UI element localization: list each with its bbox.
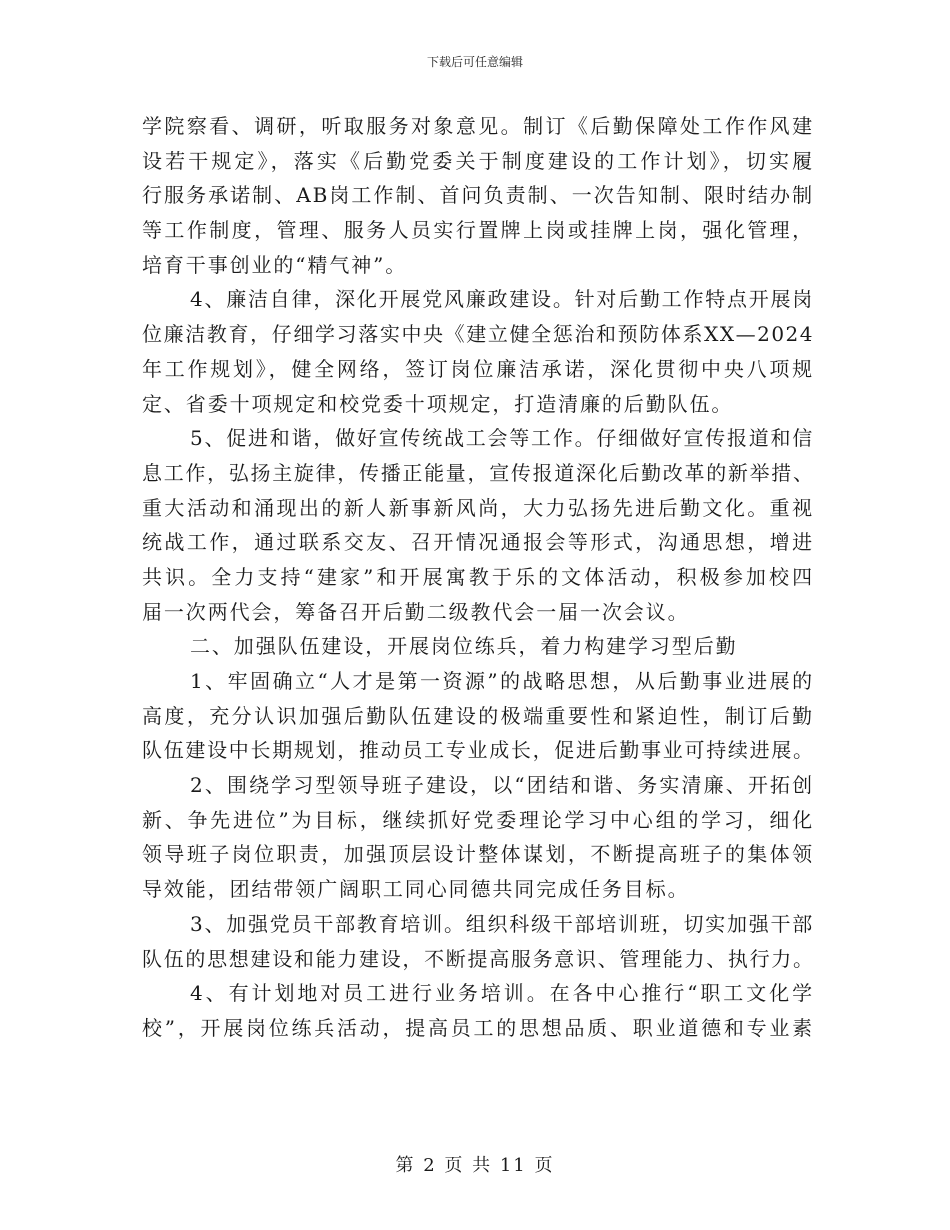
text-line: 新、争先进位”为目标，继续抓好党委理论学习中心组的学习，细化 [142,807,814,832]
text-line: 队伍的思想建设和能力建设，不断提高服务意识、管理能力、执行力。 [142,946,815,971]
text-line: 校”，开展岗位练兵活动，提高员工的思想品质、职业道德和专业素 [142,1015,814,1040]
text-line: 年工作规划》，健全网络，签订岗位廉洁承诺，深化贯彻中央八项规 [142,356,814,381]
text-line: 息工作，弘扬主旋律，传播正能量，宣传报道深化后勤改革的新举措、 [142,460,815,485]
document-body [142,109,814,1046]
text-line: 二、加强队伍建设，开展岗位练兵，着力构建学习型后勤 [190,634,738,659]
text-line: 4、廉洁自律，深化开展党风廉政建设。针对后勤工作特点开展岗 [190,287,814,312]
text-line: 设若干规定》，落实《后勤党委关于制度建设的工作计划》，切实履 [142,148,814,173]
page-footer: 第 2 页 共 11 页 [395,1155,555,1176]
text-line: 1、牢固确立“人才是第一资源”的战略思想，从后勤事业进展的 [190,669,814,693]
text-line: 4、有计划地对员工进行业务培训。在各中心推行“职工文化学 [190,981,814,1006]
text-line: 导效能，团结带领广阔职工同心同德共同完成任务目标。 [142,877,690,902]
text-line: 重大活动和涌现出的新人新事新风尚，大力弘扬先进后勤文化。重视 [142,495,814,520]
text-line: 位廉洁教育，仔细学习落实中央《建立健全惩治和预防体系XX—2024 [142,322,814,347]
text-line: 届一次两代会，筹备召开后勤二级教代会一届一次会议。 [142,599,690,624]
text-line: 学院察看、调研，听取服务对象意见。制订《后勤保障处工作作风建 [142,114,814,138]
page-header: 下载后可任意编辑 [426,55,523,69]
text-line: 5、促进和谐，做好宣传统战工会等工作。仔细做好宣传报道和信 [190,426,814,451]
text-line: 等工作制度，管理、服务人员实行置牌上岗或挂牌上岗，强化管理， [142,218,814,243]
text-line: 培育干事创业的“精气神”。 [142,252,408,277]
text-line: 2、围绕学习型领导班子建设，以“团结和谐、务实清廉、开拓创 [190,773,814,798]
text-line: 定、省委十项规定和校党委十项规定，打造清廉的后勤队伍。 [142,391,734,416]
text-line: 统战工作，通过联系交友、召开情况通报会等形式，沟通思想，增进 [142,530,814,555]
text-line: 领导班子岗位职责，加强顶层设计整体谋划，不断提高班子的集体领 [142,842,814,867]
text-line: 队伍建设中长期规划，推动员工专业成长，促进后勤事业可持续进展。 [142,738,815,763]
text-line: 3、加强党员干部教育培训。组织科级干部培训班，切实加强干部 [190,911,814,936]
text-line: 高度，充分认识加强后勤队伍建设的极端重要性和紧迫性，制订后勤 [142,703,814,728]
text-line: 共识。全力支持“建家”和开展寓教于乐的文体活动，积极参加校四 [142,564,814,589]
text-line: 行服务承诺制、AB岗工作制、首问负责制、一次告知制、限时结办制 [142,183,814,208]
